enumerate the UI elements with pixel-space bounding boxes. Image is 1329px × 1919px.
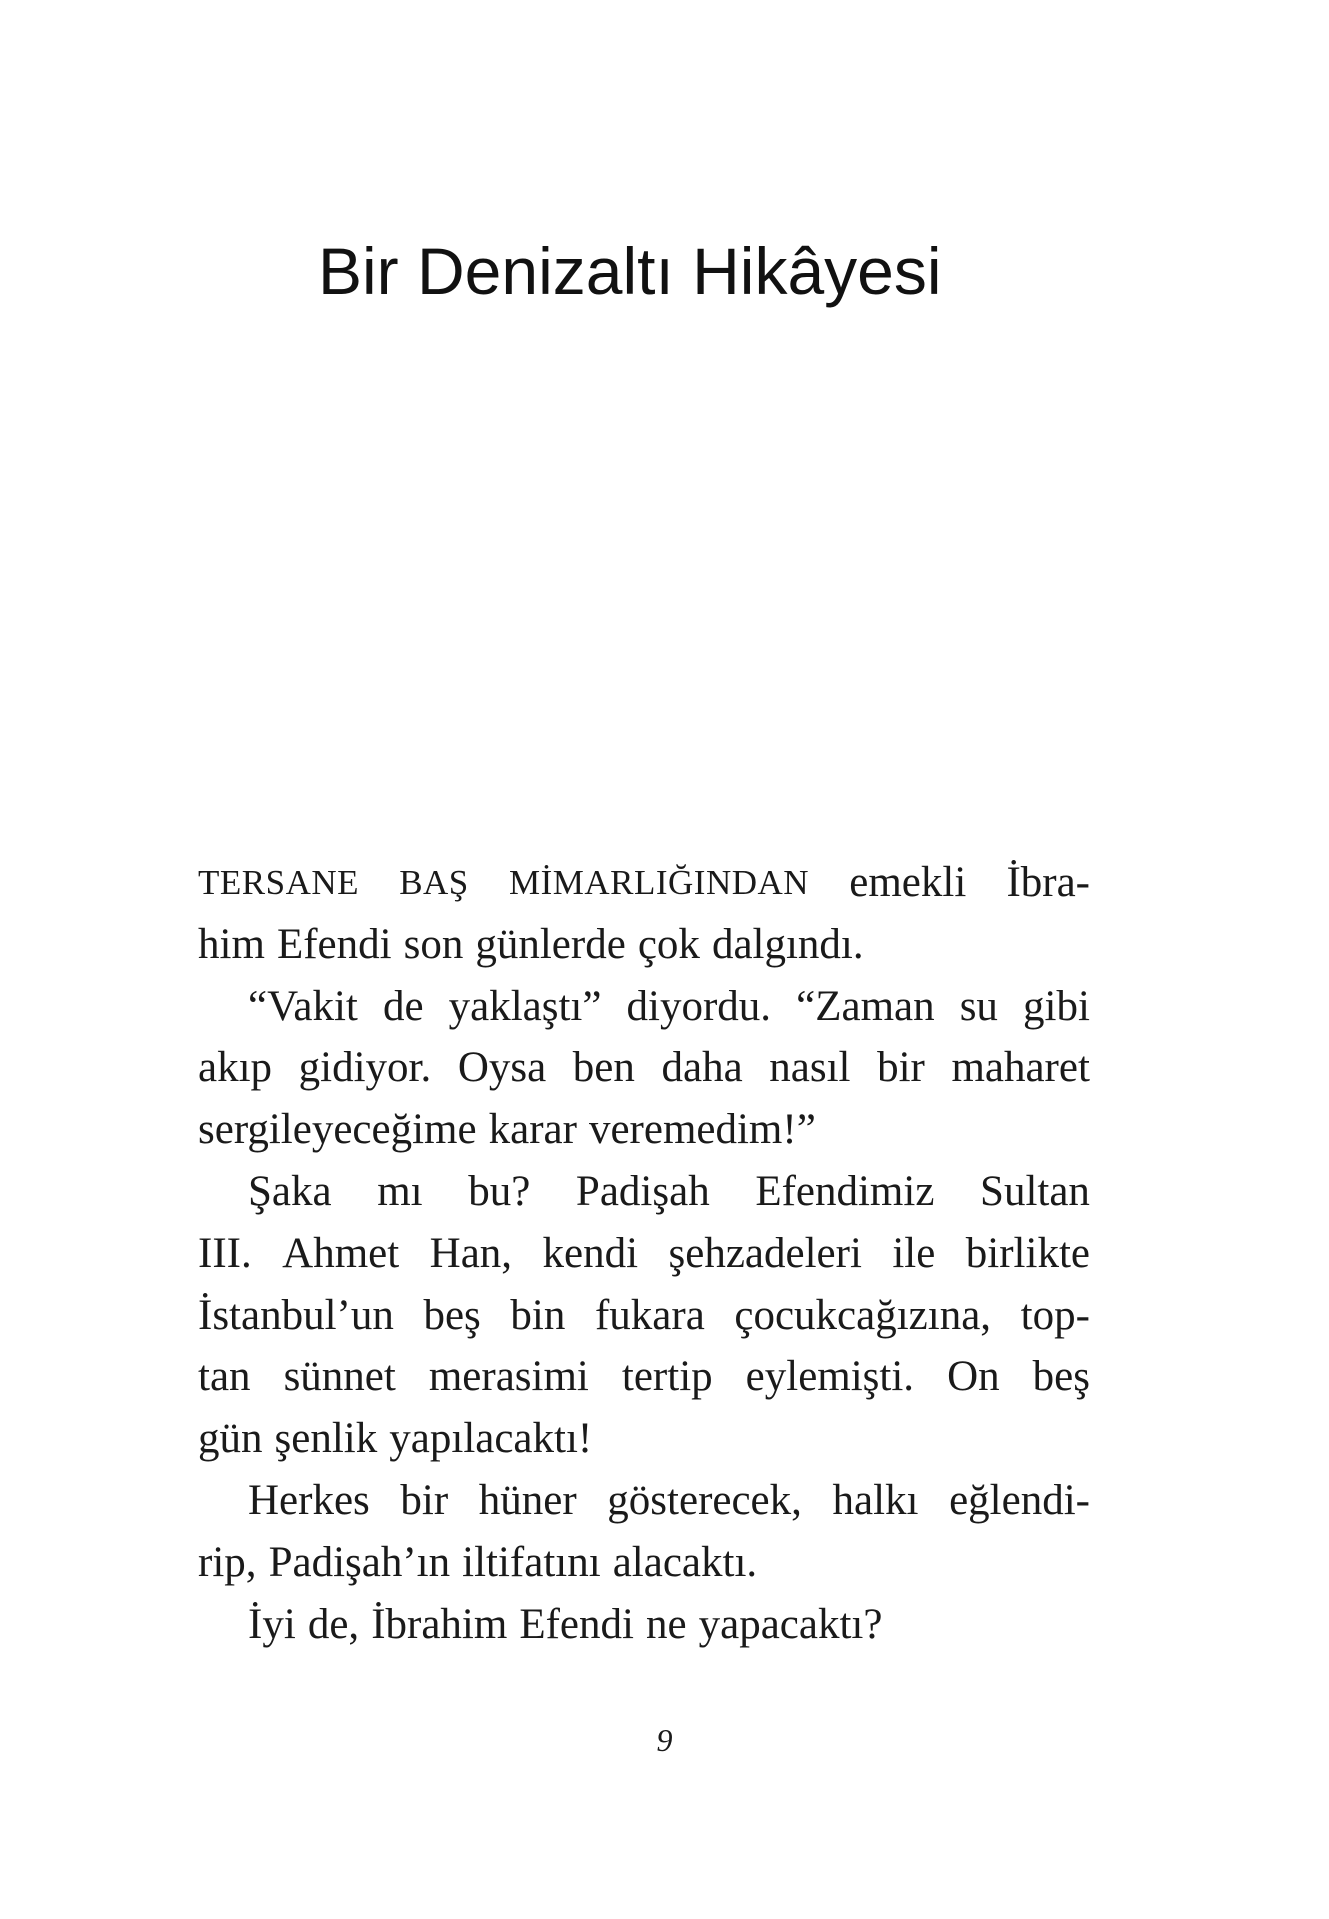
word: fukara	[594, 1291, 705, 1339]
word: sünnet	[283, 1353, 396, 1401]
word: İbrahim	[371, 1600, 508, 1648]
word: alacaktı.	[612, 1538, 758, 1586]
word: sergileyeceğime	[198, 1106, 477, 1154]
text-line	[198, 1408, 1090, 1470]
word: Herkes	[248, 1476, 370, 1524]
word: tan	[198, 1353, 251, 1401]
word: ile	[892, 1229, 936, 1277]
word: su	[959, 982, 998, 1030]
word: BAŞ	[399, 863, 469, 902]
word: bir	[400, 1476, 449, 1524]
word: III.	[198, 1229, 252, 1277]
word: de,	[307, 1600, 360, 1648]
word: gösterecek,	[607, 1476, 802, 1524]
word: him	[198, 920, 265, 968]
text-line	[198, 1285, 1090, 1347]
word: merasimi	[428, 1353, 589, 1401]
word: Sultan	[980, 1167, 1090, 1215]
word: dalgındı.	[711, 920, 864, 968]
word: Oysa	[457, 1044, 547, 1092]
word: çok	[637, 920, 700, 968]
page-number: 9	[656, 1722, 673, 1758]
word: bu?	[468, 1167, 531, 1215]
word: top-	[1020, 1291, 1090, 1339]
word: nasıl	[769, 1044, 851, 1092]
chapter-title: Bir Denizaltı Hikâyesi	[318, 234, 942, 308]
text-line	[198, 1470, 1090, 1532]
text-line	[198, 1037, 1090, 1099]
paragraph	[198, 1470, 1090, 1594]
word: mı	[377, 1167, 423, 1215]
word: yapacaktı?	[698, 1600, 883, 1648]
word: beş	[1032, 1353, 1090, 1401]
text-line	[198, 1223, 1090, 1285]
word: yaklaştı”	[448, 982, 602, 1030]
word: halkı	[832, 1476, 919, 1524]
word: karar	[488, 1106, 577, 1154]
word: diyordu.	[626, 982, 772, 1030]
word: Efendi	[276, 920, 392, 968]
word: eğlendi-	[949, 1476, 1090, 1524]
word: beş	[423, 1291, 481, 1339]
text-line	[198, 914, 1090, 976]
word: gidiyor.	[298, 1044, 432, 1092]
word: İstanbul’un	[198, 1291, 394, 1339]
word: rip,	[198, 1538, 257, 1586]
text-line	[198, 1099, 1090, 1161]
word: ne	[646, 1600, 687, 1648]
word: bin	[510, 1291, 566, 1339]
word: şenlik	[274, 1415, 378, 1463]
text-line	[198, 1532, 1090, 1594]
word: akıp	[198, 1044, 273, 1092]
word: veremedim!”	[588, 1106, 816, 1154]
word: Han,	[429, 1229, 513, 1277]
paragraph	[198, 852, 1090, 976]
word: yapılacaktı!	[389, 1415, 593, 1463]
body-text	[198, 852, 1090, 1655]
word: kendi	[542, 1229, 639, 1277]
text-line	[198, 1594, 1090, 1656]
text-line	[198, 852, 1090, 914]
word: İbra-	[1006, 859, 1090, 906]
word: de	[382, 982, 424, 1030]
paragraph	[198, 976, 1090, 1161]
word: On	[947, 1353, 1000, 1401]
word: Padişah’ın	[268, 1538, 451, 1586]
word: gün	[198, 1415, 263, 1463]
word: ben	[572, 1044, 635, 1092]
word: gibi	[1023, 982, 1090, 1030]
word: emekli	[849, 859, 967, 906]
word: son	[403, 920, 464, 968]
text-line	[198, 1161, 1090, 1223]
word: daha	[661, 1044, 743, 1092]
word: bir	[877, 1044, 925, 1092]
word: şehzadeleri	[668, 1229, 862, 1277]
text-line	[198, 1346, 1090, 1408]
word: Ahmet	[282, 1229, 400, 1277]
word: “Vakit	[248, 982, 358, 1030]
word: eylemişti.	[745, 1353, 915, 1401]
word: birlikte	[965, 1229, 1090, 1277]
word: MİMARLIĞINDAN	[508, 863, 810, 902]
word: Şaka	[248, 1167, 332, 1215]
word: tertip	[621, 1353, 713, 1401]
paragraph	[198, 1594, 1090, 1656]
word: çocukcağızına,	[734, 1291, 992, 1339]
paragraph	[198, 1161, 1090, 1470]
word: Efendimiz	[755, 1167, 935, 1215]
word: iltifatını	[462, 1538, 601, 1586]
word: Padişah	[575, 1167, 710, 1215]
word: günlerde	[475, 920, 626, 968]
word: İyi	[248, 1600, 296, 1648]
word: Efendi	[519, 1600, 634, 1648]
text-line	[198, 976, 1090, 1038]
word: “Zaman	[796, 982, 935, 1030]
word: maharet	[951, 1044, 1090, 1092]
word: TERSANE	[198, 863, 359, 902]
word: hüner	[478, 1476, 577, 1524]
